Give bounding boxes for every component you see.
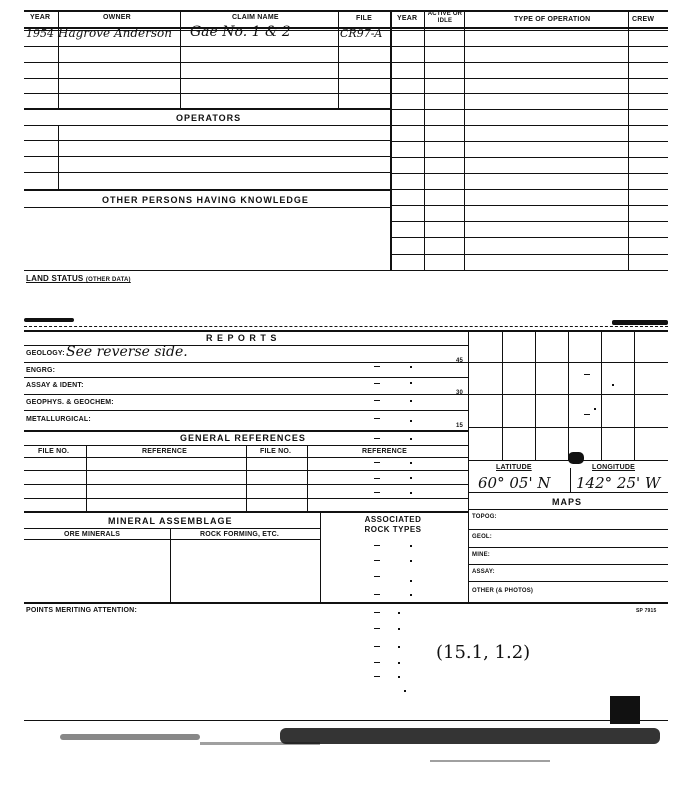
rock-forming-header: ROCK FORMING, ETC. bbox=[200, 531, 280, 538]
entry-claim-name: Gae No. 1 & 2 bbox=[190, 24, 291, 40]
other-photos-label: OTHER (& PHOTOS) bbox=[472, 588, 534, 594]
metallurgical-label: METALLURGICAL: bbox=[26, 416, 91, 423]
ore-minerals-header: ORE MINERALS bbox=[64, 531, 121, 538]
handwritten-note: (15.1, 1.2) bbox=[436, 642, 531, 663]
topog-label: TOPOG: bbox=[472, 514, 497, 520]
reports-heading: R E P O R T S bbox=[206, 333, 278, 343]
mine-label: MINE: bbox=[472, 552, 490, 558]
col-owner: OWNER bbox=[103, 14, 131, 21]
assay-ident-label: ASSAY & IDENT: bbox=[26, 382, 84, 389]
scale-30: 30 bbox=[456, 390, 464, 396]
other-persons-heading: OTHER PERSONS HAVING KNOWLEDGE bbox=[102, 195, 309, 205]
points-meriting-label: POINTS MERITING ATTENTION: bbox=[26, 607, 137, 614]
scale-45: 45 bbox=[456, 358, 464, 364]
land-status-sub: (OTHER DATA) bbox=[85, 277, 131, 283]
col-crew: CREW bbox=[632, 16, 655, 23]
reference-header-1: REFERENCE bbox=[142, 448, 187, 455]
file-no-header-1: FILE NO. bbox=[38, 448, 70, 455]
latitude-label: LATITUDE bbox=[496, 464, 532, 471]
general-references-heading: GENERAL REFERENCES bbox=[180, 433, 306, 443]
col-active-idle: ACTIVE OR IDLE bbox=[427, 11, 463, 24]
col-year: YEAR bbox=[30, 14, 51, 21]
geol-label: GEOL: bbox=[472, 534, 492, 540]
engrg-label: ENGRG: bbox=[26, 367, 56, 374]
latitude-value: 60° 05' N bbox=[478, 474, 551, 492]
col-type-of-operation: TYPE OF OPERATION bbox=[514, 16, 591, 23]
geology-value: See reverse side. bbox=[66, 344, 188, 360]
mineral-assemblage-heading: MINERAL ASSEMBLAGE bbox=[108, 516, 233, 526]
longitude-label: LONGITUDE bbox=[592, 464, 636, 471]
reference-header-2: REFERENCE bbox=[362, 448, 407, 455]
col-file: FILE bbox=[356, 15, 372, 22]
longitude-value: 142° 25' W bbox=[576, 474, 661, 492]
entry-owner: Hagrove Anderson bbox=[58, 26, 172, 40]
land-status-title: LAND STATUS bbox=[26, 274, 84, 283]
maps-heading: MAPS bbox=[552, 497, 583, 507]
associated-rock-types-heading: ASSOCIATED ROCK TYPES bbox=[364, 515, 422, 534]
entry-file: CR97-A bbox=[340, 27, 383, 40]
assay-map-label: ASSAY: bbox=[472, 569, 495, 575]
col-claim-name: CLAIM NAME bbox=[232, 14, 279, 21]
entry-year: 1954 bbox=[26, 27, 54, 40]
file-no-header-2: FILE NO. bbox=[260, 448, 292, 455]
geology-label: GEOLOGY: bbox=[26, 350, 65, 357]
form-number: SP 7915 bbox=[636, 608, 657, 614]
col-year-2: YEAR bbox=[397, 15, 418, 22]
land-status-label bbox=[26, 275, 131, 284]
operators-heading: OPERATORS bbox=[176, 113, 242, 123]
geophys-label: GEOPHYS. & GEOCHEM: bbox=[26, 399, 114, 406]
scale-15: 15 bbox=[456, 423, 464, 429]
